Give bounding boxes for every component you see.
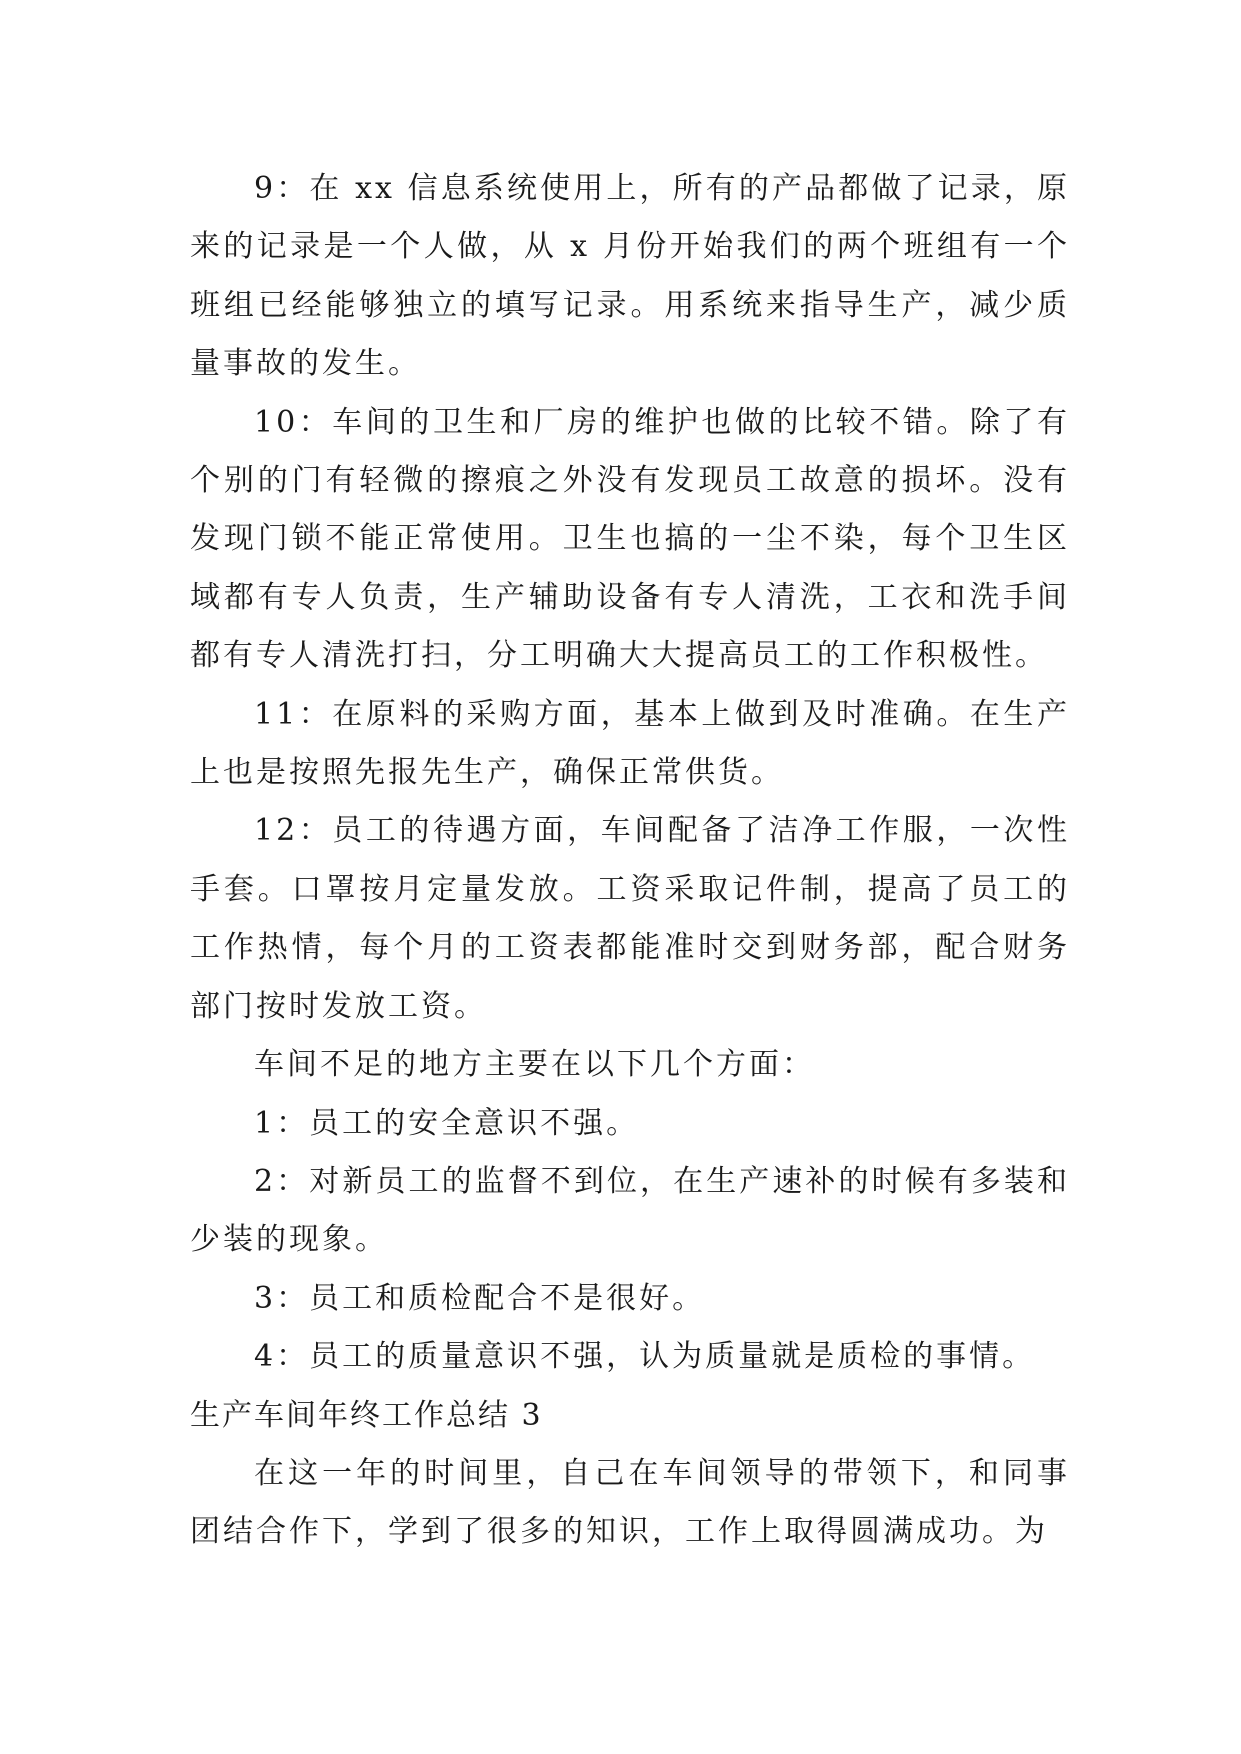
shortcoming-item-4: 4：员工的质量意识不强，认为质量就是质检的事情。	[254, 1339, 1036, 1375]
document-body	[190, 160, 1070, 1562]
paragraph-item-11: 11：在原料的采购方面，基本上做到及时准确。在生产上也是按照先报先生产，确保正常供货。	[190, 696, 1070, 791]
shortcoming-item-2: 2：对新员工的监督不到位，在生产速补的时候有多装和少装的现象。	[190, 1163, 1070, 1258]
paragraph-item-9: 9：在 xx 信息系统使用上，所有的产品都做了记录，原来的记录是一个人做，从 x 月份开始我们的两个班组有一个班组已经能够独立的填写记录。用系统来指导生产，减少质量事故的发生。	[190, 171, 1070, 382]
shortcomings-intro: 车间不足的地方主要在以下几个方面：	[254, 1047, 815, 1083]
shortcoming-item-3: 3：员工和质检配合不是很好。	[254, 1280, 706, 1316]
closing-paragraph: 在这一年的时间里，自己在车间领导的带领下，和同事团结合作下，学到了很多的知识，工作上取得圆满成功。为	[190, 1455, 1070, 1550]
paragraph-item-10: 10：车间的卫生和厂房的维护也做的比较不错。除了有个别的门有轻微的擦痕之外没有发现员工故意的损坏。没有发现门锁不能正常使用。卫生也搞的一尘不染，每个卫生区域都有专人负责，生产辅助设备有专人清洗，工衣和洗手间都有专人清洗打扫，分工明确大大提高员工的工作积极性。	[190, 404, 1070, 674]
section-title: 生产车间年终工作总结 3	[190, 1397, 543, 1433]
paragraph-item-12: 12：员工的待遇方面，车间配备了洁净工作服，一次性手套。口罩按月定量发放。工资采取记件制，提高了员工的工作热情，每个月的工资表都能准时交到财务部，配合财务部门按时发放工资。	[190, 813, 1070, 1024]
shortcoming-item-1: 1：员工的安全意识不强。	[254, 1105, 640, 1141]
